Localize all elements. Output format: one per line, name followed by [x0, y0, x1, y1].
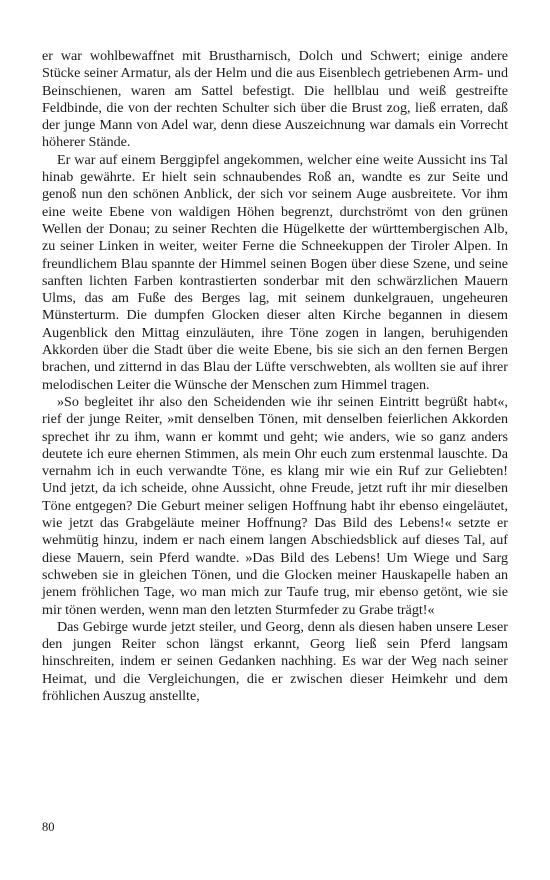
paragraph-4: Das Gebirge wurde jetzt steiler, und Georg, denn als diesen haben unsere Leser den jungen Reiter schon längst erkannt, Georg ließ sein Pferd langsam hinschreiten, indem er seinen Gedanken nachhing. Es war der Weg nach seiner Heimat, und die Vergleichungen, die er zwischen dieser Heimkehr und dem fröhlichen Auszug anstellte,	[42, 618, 508, 704]
paragraph-1: er war wohlbewaffnet mit Brustharnisch, Dolch und Schwert; einige andere Stücke seiner Armatur, als der Helm und die aus Eisenblech getriebenen Arm- und Beinschienen, waren am Sattel befestigt. Die hellblau und weiß gestreifte Feldbinde, die von der rechten Schulter sich über die Brust zog, ließ erraten, daß der junge Mann von Adel war, denn diese Auszeichnung war damals ein Vorrecht höherer Stände.	[42, 48, 508, 151]
paragraph-3: »So begleitet ihr also den Scheidenden wie ihr seinen Eintritt begrüßt habt«, rief der junge Reiter, »mit denselben Tönen, mit denselben feierlichen Akkorden sprechet ihr zu ihm, wann er kommt und geht; wie anders, wie so ganz anders deutete ich eure ehernen Stimmen, als mein Ohr euch zum erstenmal lauschte. Da vernahm ich in euch verwandte Töne, es klang mir wie ein Ruf zur Geliebten! Und jetzt, da ich scheide, ohne Aussicht, ohne Freude, jetzt ruft ihr mir dieselben Töne entgegen? Die Geburt meiner seligen Hoffnung habt ihr ebenso eingeläutet, wie jetzt das Grabgeläute meiner Hoffnung? Das Bild des Lebens!« setzte er wehmütig hinzu, indem er nach einem langen Abschiedsblick auf dieses Tal, auf diese Mauern, sein Pferd wandte. »Das Bild des Lebens! Um Wiege und Sarg schweben sie in gleichen Tönen, und die Glocken meiner Hauskapelle haben an jenem fröhlichen Tage, wo man mich zur Taufe trug, mir ebenso getönt, wie sie mir tönen werden, wenn man den letzten Sturmfeder zu Grabe trägt!«	[42, 393, 508, 618]
page-body	[42, 48, 508, 705]
page-number: 80	[42, 820, 55, 834]
paragraph-2: Er war auf einem Berggipfel angekommen, welcher eine weite Aussicht ins Tal hinab gewährte. Er hielt sein schnaubendes Roß an, wandte es zur Seite und genoß nun den schönen Anblick, der sich vor seinem Auge ausbreitete. Vor ihm eine weite Ebene von waldigen Höhen begrenzt, durchströmt von den grünen Wellen der Donau; zu seiner Rechten die Hügelkette der württembergischen Alb, zu seiner Linken in weiter, weiter Ferne die Schneekuppen der Tiroler Alpen. In freundlichem Blau spannte der Himmel seinen Bogen über diese Szene, und seine sanften lichten Farben kontrastierten sonderbar mit den schwärzlichen Mauern Ulms, das am Fuße des Berges lag, mit seinem dunkelgrauen, ungeheuren Münsterturm. Die dumpfen Glocken dieser alten Kirche begannen in diesem Augenblick den Mittag einzuläuten, ihre Töne zogen in langen, beruhigenden Akkorden über die Stadt über die weite Ebene, bis sie sich an den fernen Bergen brachen, und zitternd in das Blau der Lüfte verschwebten, als wollten sie auf ihrer melodischen Leiter die Wünsche der Menschen zum Himmel tragen.	[42, 151, 508, 393]
